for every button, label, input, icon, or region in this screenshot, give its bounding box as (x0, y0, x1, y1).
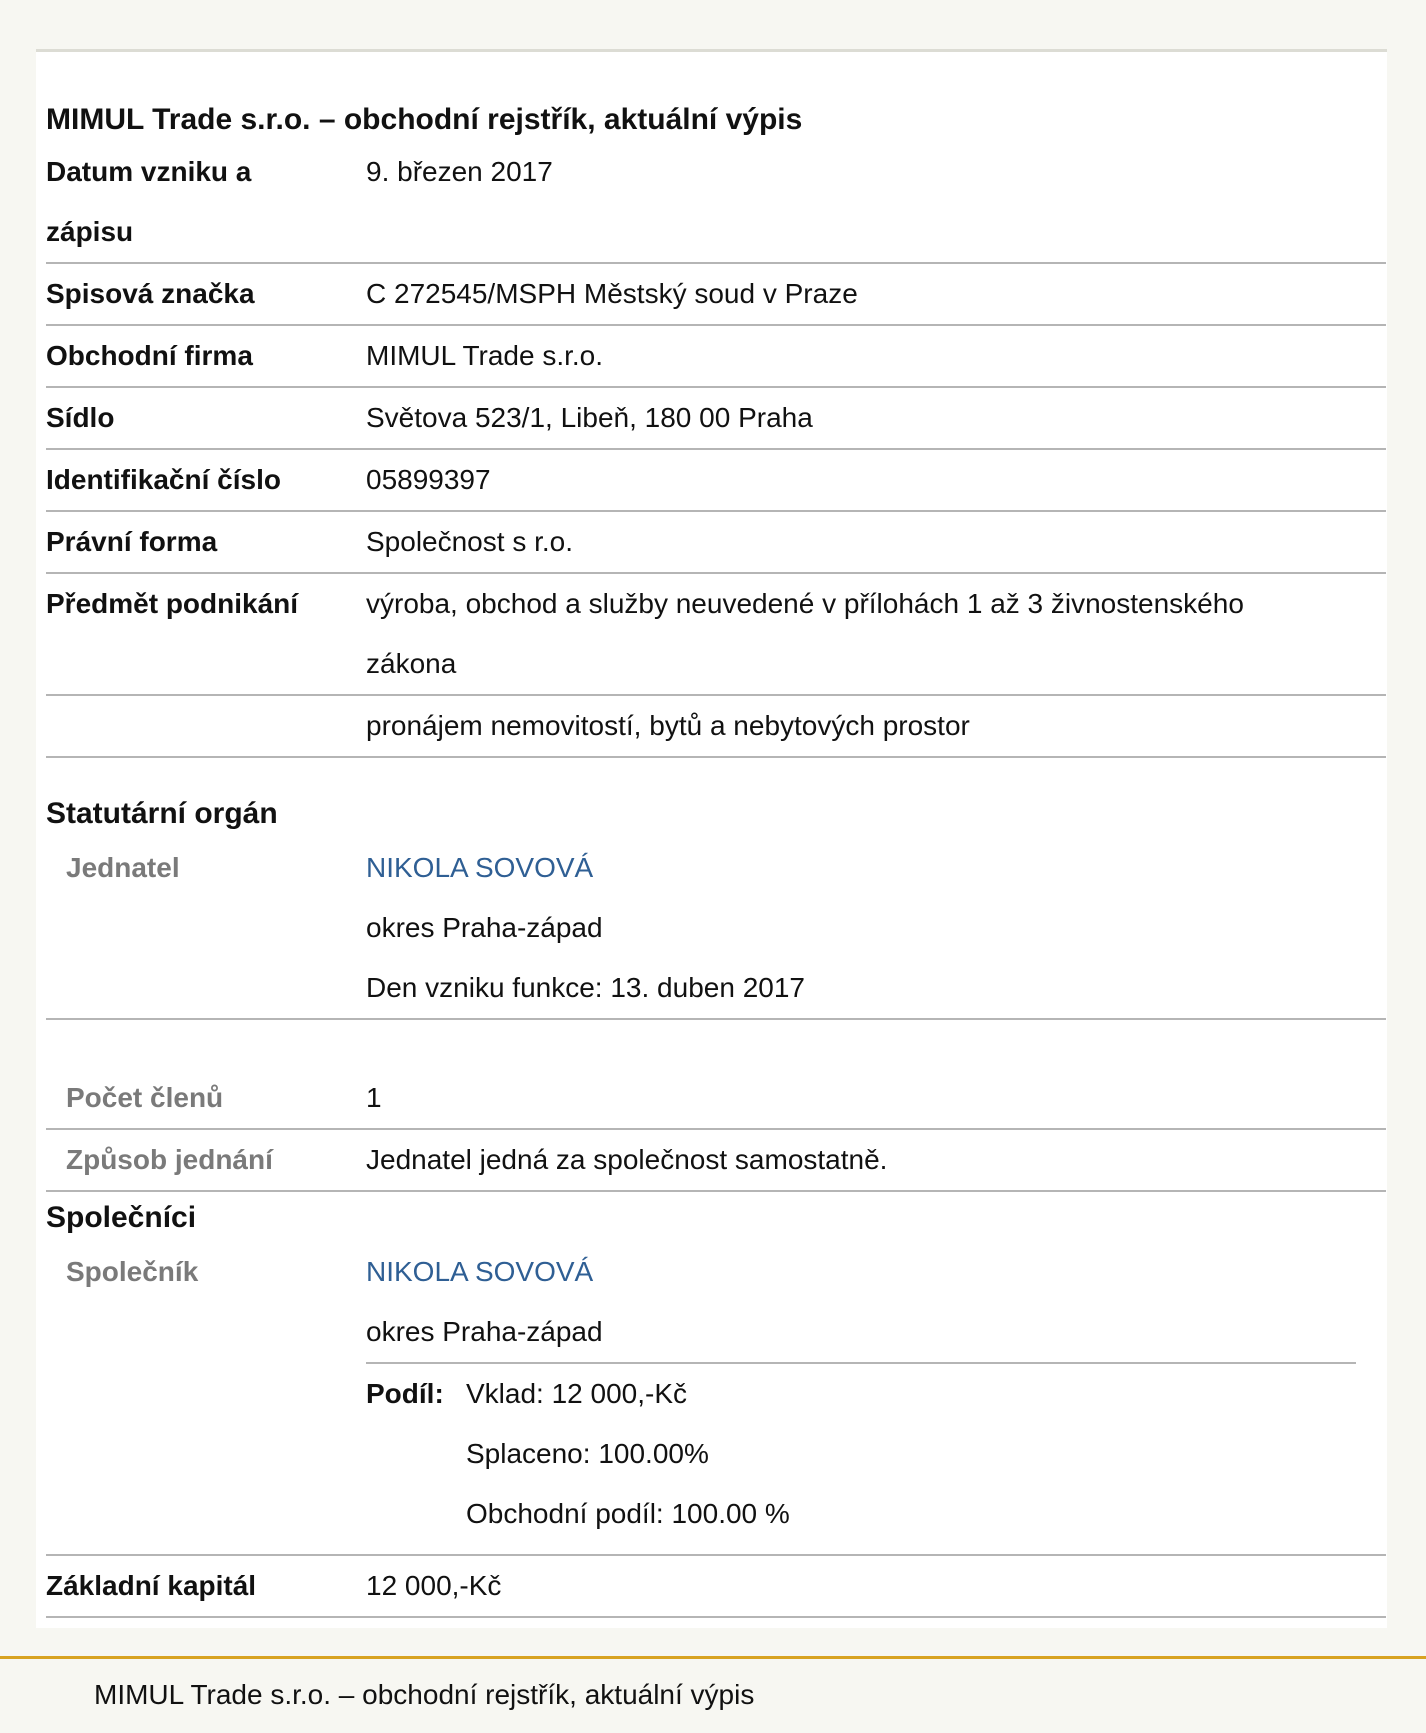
label-datum-line2: zápisu (46, 216, 134, 247)
label-predmet-podnikani: Předmět podnikání (46, 588, 299, 619)
label-spolecnik: Společník (66, 1256, 199, 1287)
value-jednatel (366, 838, 805, 1018)
row-predmet-podnikani-2 (46, 696, 1386, 758)
label-jednatel: Jednatel (66, 852, 180, 883)
value-obchodni-firma: MIMUL Trade s.r.o. (366, 340, 604, 371)
section-spolecnici: Společníci (46, 1201, 197, 1234)
row-jednatel (46, 838, 1386, 1020)
value-spisova-znacka: C 272545/MSPH Městský soud v Praze (366, 278, 858, 309)
page-title: MIMUL Trade s.r.o. – obchodní rejstřík, aktuální výpis (46, 103, 803, 136)
label-pravni-forma: Právní forma (46, 526, 218, 557)
podil-label: Podíl: (366, 1378, 444, 1409)
spolecnik-okres: okres Praha-západ (366, 1316, 603, 1347)
value-predmet-1 (366, 574, 1244, 694)
label-datum-line1: Datum vzniku a (46, 156, 252, 187)
section-statutarni-organ: Statutární orgán (46, 797, 278, 830)
value-predmet-1-line2: zákona (366, 648, 457, 679)
row-predmet-podnikani (46, 574, 1386, 696)
jednatel-okres: okres Praha-západ (366, 912, 603, 943)
label-datum-vzniku (46, 142, 346, 262)
row-zakladni-kapital (46, 1556, 1386, 1618)
row-spisova-znacka (46, 264, 1386, 326)
jednatel-den-vzniku: Den vzniku funkce: 13. duben 2017 (366, 972, 805, 1003)
jednatel-name-link[interactable]: NIKOLA SOVOVÁ (366, 852, 594, 883)
row-pocet-clenu (46, 1068, 1386, 1130)
label-sidlo: Sídlo (46, 402, 115, 433)
footer-title: MIMUL Trade s.r.o. – obchodní rejstřík, aktuální výpis (94, 1679, 755, 1710)
value-predmet-1-line1: výroba, obchod a služby neuvedené v přílohách 1 až 3 živnostenského (366, 588, 1244, 619)
row-datum-vzniku (46, 142, 1386, 264)
value-zakladni-kapital: 12 000,-Kč (366, 1570, 502, 1601)
row-obchodni-firma (46, 326, 1386, 388)
label-spisova-znacka: Spisová značka (46, 278, 255, 309)
row-zpusob-jednani (46, 1130, 1386, 1192)
label-identifikacni-cislo: Identifikační číslo (46, 464, 281, 495)
podil-values (466, 1364, 790, 1544)
value-datum-vzniku: 9. březen 2017 (366, 156, 553, 187)
podil-splaceno: Splaceno: 100.00% (466, 1438, 709, 1469)
value-spolecnik (366, 1242, 603, 1362)
label-zpusob-jednani: Způsob jednání (66, 1144, 273, 1175)
value-predmet-2: pronájem nemovitostí, bytů a nebytových prostor (366, 710, 970, 741)
podil-obchodni: Obchodní podíl: 100.00 % (466, 1498, 790, 1529)
value-identifikacni-cislo: 05899397 (366, 464, 491, 495)
extract-card (36, 49, 1387, 1628)
value-pocet-clenu: 1 (366, 1082, 382, 1113)
label-obchodni-firma: Obchodní firma (46, 340, 253, 371)
value-pravni-forma: Společnost s r.o. (366, 526, 574, 557)
label-pocet-clenu: Počet členů (66, 1082, 224, 1113)
label-zakladni-kapital: Základní kapitál (46, 1570, 257, 1601)
value-sidlo: Světova 523/1, Libeň, 180 00 Praha (366, 402, 813, 433)
footer-bar (0, 1656, 1426, 1733)
row-spolecnik (46, 1242, 1386, 1556)
spolecnik-name-link[interactable]: NIKOLA SOVOVÁ (366, 1256, 594, 1287)
row-pravni-forma (46, 512, 1386, 574)
row-identifikacni-cislo (46, 450, 1386, 512)
value-zpusob-jednani: Jednatel jedná za společnost samostatně. (366, 1144, 888, 1175)
row-sidlo (46, 388, 1386, 450)
podil-vklad: Vklad: 12 000,-Kč (466, 1378, 688, 1409)
